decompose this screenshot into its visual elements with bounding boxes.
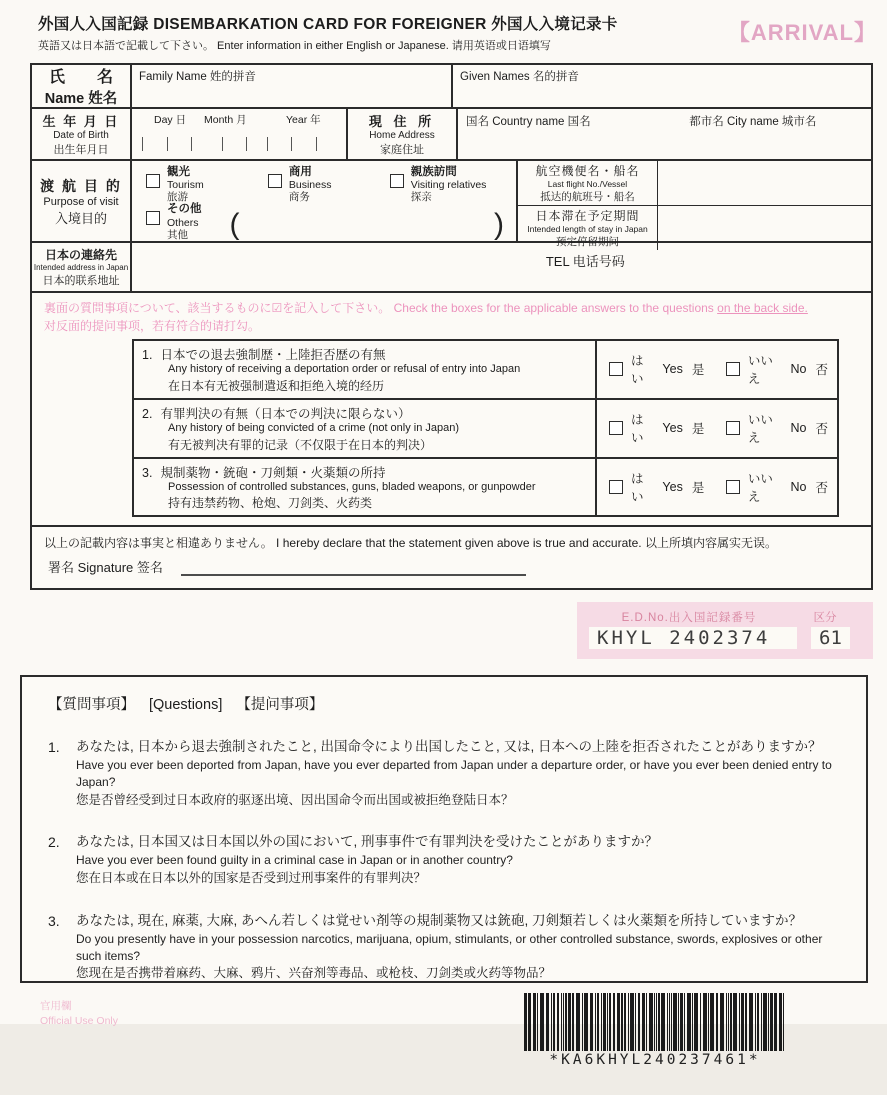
back-question-2: 2. あなたは, 日本国又は日本国以外の国において, 刑事事件で有罪判決を受けたことがありますか？ Have you ever been found guilty in a criminal case in Japan or in another country? 您在日本或在日本以外的国家是否受到过刑事案件的有罪判决？	[48, 834, 659, 886]
contact-address-field[interactable]	[132, 243, 871, 291]
others-checkbox[interactable]	[146, 211, 160, 225]
others-paren-open: (	[229, 208, 240, 242]
ed-number-label: E.D.No.出入国記録番号	[621, 612, 757, 625]
front-question-2: 2. 有罪判決の有無（日本での判決に限らない） Any history of being convicted of a crime (not only in Japan) 有无被判决有罪的记录（不仅限于在日本的判决） はい Yes 是 いいえ No 否	[134, 398, 837, 457]
front-questions-section	[32, 339, 871, 525]
month-label: Month 月	[204, 114, 247, 126]
family-name-field-label: Family Name 姓的拼音	[139, 71, 256, 83]
q1-no-checkbox[interactable]	[726, 362, 740, 376]
date-digit-ticks	[142, 133, 340, 151]
country-city-field[interactable]	[458, 109, 871, 159]
business-checkbox[interactable]	[268, 174, 282, 188]
dob-label: 生 年 月 日 Date of Birth 出生年月日	[32, 109, 132, 159]
arrival-stamp: 【ARRIVAL】	[727, 20, 877, 45]
given-names-field[interactable]	[453, 65, 871, 107]
front-question-1: 1. 日本での退去強制歴・上陸拒否歴の有無 Any history of receiving a deportation order or refusal of entry into Japan 在日本有无被强制遣返和拒绝入境的经历 はい Yes 是 いいえ No 否	[134, 341, 837, 398]
kubun-value: 61	[811, 627, 850, 649]
contact-label: 日本の連絡先 Intended address in Japan 日本的联系地址	[32, 243, 132, 291]
card-subtitle: 英語又は日本語で記載して下さい。 Enter information in either English or Japanese. 请用英语或日语填写	[38, 40, 551, 52]
stay-label: 日本滞在予定期間 Intended length of stay in Japan 预定停留期间	[518, 206, 658, 250]
q2-no-checkbox[interactable]	[726, 421, 740, 435]
visiting-relatives-checkbox[interactable]	[390, 174, 404, 188]
purpose-option-visiting-relatives: 親族訪問 Visiting relatives 探亲	[390, 166, 512, 203]
flight-row	[518, 161, 871, 205]
front-question-3: 3. 規制薬物・銃砲・刀剣類・火薬類の所持 Possession of controlled substances, guns, bladed weapons, or gunpowder 持有违禁药物、枪炮、刀剑类、火药类 はい Yes 是 いいえ No 否	[134, 457, 837, 516]
q3-yes-checkbox[interactable]	[609, 480, 623, 494]
ed-number-value: KHYL 2402374	[589, 627, 797, 649]
city-field-label: 都市名 City name 城市名	[689, 116, 817, 128]
home-address-label: 現 住 所 Home Address 家庭住址	[348, 109, 458, 159]
barcode	[472, 993, 838, 1051]
declaration-text: 以上の記載内容は事実と相違ありません。 I hereby declare that the statement given above is true and accurate. 以上所填内容属实无误。	[32, 525, 871, 553]
country-field-label: 国名 Country name 国名	[466, 116, 591, 128]
name-row	[32, 65, 871, 109]
flight-field[interactable]	[658, 161, 871, 205]
tel-field-label: TEL 电话号码	[545, 254, 625, 269]
front-questions-box	[132, 339, 839, 517]
kubun-label: 区分	[813, 612, 837, 625]
barcode-text: *KA6KHYL240237461*	[549, 1052, 761, 1069]
ed-number-block	[577, 602, 873, 659]
family-name-field[interactable]	[132, 65, 453, 107]
card-header	[0, 0, 887, 59]
back-card	[20, 675, 868, 983]
flight-label: 航空機便名・船名 Last flight No./Vessel 抵达的航班号・船名	[518, 161, 658, 205]
dob-field[interactable]	[132, 109, 348, 159]
q3-no-checkbox[interactable]	[726, 480, 740, 494]
purpose-option-tourism: 観光 Tourism 旅游	[146, 166, 268, 203]
year-label: Year 年	[286, 114, 321, 126]
back-question-1: 1. あなたは, 日本から退去強制されたこと, 出国命令により出国したこと, 又は, 日本への上陸を拒否されたことがありますか？ Have you ever been deported from Japan, have you ever departed from Japan under a departure order, or have you ever been denied entry to Japan? 您是否曾经受到过日本政府的驱逐出境、因出国命令而出国或被拒绝登陆日本？	[48, 739, 832, 807]
signature-row	[32, 553, 871, 588]
name-label: 氏 名 Name 姓名	[32, 65, 132, 107]
day-label: Day 日	[154, 114, 187, 126]
barcode-block	[472, 993, 838, 1068]
back-questions-header: 【質問事項】 [Questions] 【提问事项】	[48, 697, 324, 714]
dob-address-row	[32, 109, 871, 161]
signature-label: 署名 Signature 签名	[48, 560, 163, 576]
purpose-label: 渡 航 目 的 Purpose of visit 入境目的	[32, 161, 132, 241]
purpose-row	[32, 161, 871, 248]
back-side-underline: on the back side.	[717, 301, 808, 315]
tourism-checkbox[interactable]	[146, 174, 160, 188]
contact-row	[32, 243, 871, 293]
others-paren-close: )	[494, 208, 504, 242]
flight-stay-block	[518, 161, 871, 248]
q2-yes-checkbox[interactable]	[609, 421, 623, 435]
signature-field[interactable]	[181, 562, 526, 576]
q1-yes-checkbox[interactable]	[609, 362, 623, 376]
back-question-3: 3. あなたは, 現在, 麻薬, 大麻, あへん若しくは覚せい剤等の規制薬物又は銃砲, 刀剣類若しくは火薬類を所持していますか？ Do you presently have in your possession narcotics, marijuana, opium, stimulants, or other controlled substance, swords, explosives or other such items? 您现在是否携带着麻药、大麻、鸦片、兴奋剂等毒品、或枪枝、刀剑类或火药等物品？	[48, 912, 823, 981]
instruction-note: 裏面の質問事項について、該当するものに☑を記入して下さい。 Check the boxes for the applicable answers to the questions on the back side. 对反面的提问事项，若有符合的请打勾。	[44, 301, 808, 333]
purpose-option-others: その他 Others 其他	[146, 203, 202, 247]
purpose-option-business: 商用 Business 商务	[268, 166, 390, 203]
front-card	[30, 63, 873, 590]
card-footer	[0, 983, 887, 1095]
given-names-field-label: Given Names 名的拼音	[460, 71, 579, 83]
card-title: 外国人入国記録 DISEMBARKATION CARD FOR FOREIGNER 外国人入境记录卡	[38, 16, 618, 33]
purpose-options	[132, 161, 518, 241]
official-use-label: 官用欄 Official Use Only	[40, 1000, 118, 1027]
